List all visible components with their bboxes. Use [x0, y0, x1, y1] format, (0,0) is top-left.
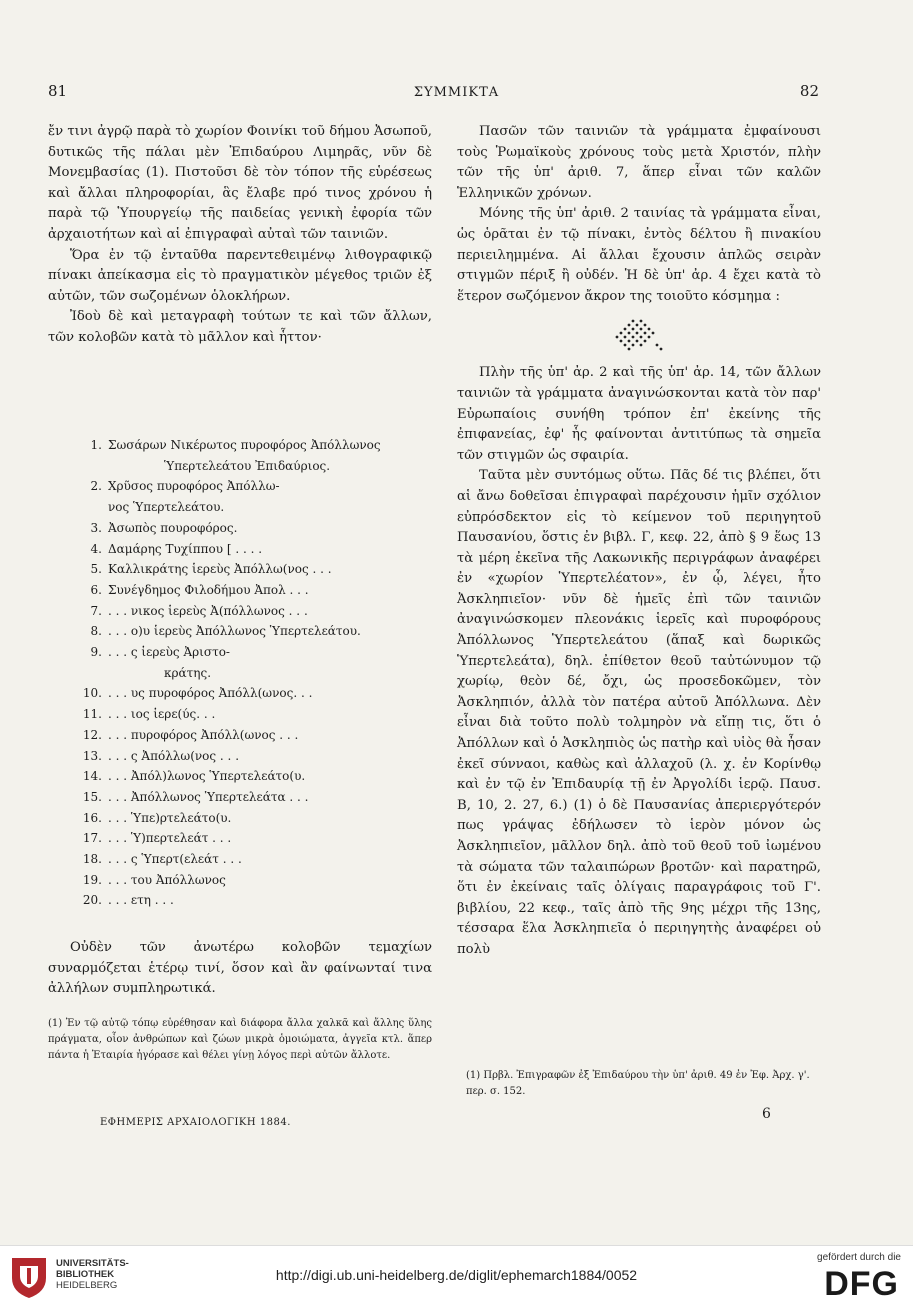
- footnote-right: (1) Πρβλ. Ἐπιγραφῶν ἐξ Ἐπιδαύρου τὴν ὑπ' ἀριθ. 49 ἐν Ἐφ. Ἀρχ. γ'. περ. σ. 152.: [466, 1070, 810, 1097]
- inscription-number: 19.: [82, 872, 102, 887]
- inscription-text: Δαμάρης Τυχίππου [ . . . .: [108, 541, 263, 556]
- inscription-row: [62, 621, 432, 642]
- left-column: [48, 122, 432, 349]
- inscription-row: [62, 746, 432, 767]
- library-line-2: BIBLIOTHEK: [56, 1269, 115, 1280]
- page-number-right: 82: [799, 82, 819, 100]
- inscription-row: [62, 476, 432, 497]
- inscription-text: . . . ς ἱερεὺς Ἀριστο-: [108, 645, 230, 660]
- inscription-number: 4.: [90, 541, 102, 556]
- inscription-text: . . . Ἀπόλλωνος Ὑπερτελεάτα . . .: [108, 789, 309, 804]
- inscription-text: Σωσάρων Νικέρωτος πυροφόρος Ἀπόλλωνος: [108, 438, 381, 452]
- inscription-row: [62, 725, 432, 746]
- inscription-number: 9.: [90, 645, 102, 660]
- inscription-number: 7.: [90, 603, 102, 618]
- inscription-text: νος Ὑπερτελεάτου.: [108, 500, 225, 515]
- inscription-row: [62, 849, 432, 870]
- inscription-text: Ἀσωπὸς πουροφόρος.: [108, 520, 238, 535]
- inscription-number: 2.: [90, 479, 102, 494]
- inscription-row: [62, 870, 432, 891]
- inscription-number: 11.: [82, 707, 102, 722]
- inscription-row: [62, 497, 432, 518]
- inscription-number: 20.: [82, 893, 102, 908]
- journal-footer: ΕΦΗΜΕΡΙΣ ΑΡΧΑΙΟΛΟΓΙΚΗ 1884.: [100, 1117, 291, 1128]
- inscription-row: [62, 559, 432, 580]
- inscription-text: . . . ο)υ ἱερεὺς Ἀπόλλωνος Ὑπερτελεάτου.: [108, 624, 361, 639]
- inscription-text: Ὑπερτελεάτου Ἐπιδαύριος.: [164, 458, 331, 473]
- footnote-left: (1) Ἐν τῷ αὐτῷ τόπῳ εὑρέθησαν καὶ διάφορα ἄλλα χαλκᾶ καὶ ἄλλης ὕλης πράγματα, οἷον ἀνθρώπων καὶ ζώων μικρὰ ὁμοιώματα, ἀγγεῖα κτλ. ἅπερ πάντα ἡ Ἑταιρία ἠγόρασε καὶ θέλει γίνῃ λόγος περὶ αὐτῶν ἄλλοτε.: [48, 1018, 432, 1061]
- inscription-row: [62, 518, 432, 539]
- inscription-row: [62, 704, 432, 725]
- inscription-number: 18.: [82, 852, 102, 867]
- inscription-text: . . . Ἀπόλ)λωνος Ὑπερτελεάτο(υ.: [108, 769, 306, 784]
- right-paragraph-1: Πασῶν τῶν ταινιῶν τὰ γράμματα ἐμφαίνουσι τοὺς Ῥωμαϊκοὺς χρόνους τοὺς μετὰ Χριστόν, πλὴν τῶν τῆς ὑπ' ἀριθ. 7, ἅπερ εἶναι τῶν καλῶν Ἑλληνικῶν χρόνων.: [457, 124, 821, 201]
- running-title: ΣΥΜΜΙΚΤΑ: [413, 85, 500, 100]
- inscription-number: 8.: [90, 624, 102, 639]
- inscription-row: [62, 766, 432, 787]
- right-column: [457, 122, 821, 961]
- right-paragraph-2: Μόνης τῆς ὑπ' ἀριθ. 2 ταινίας τὰ γράμματα εἶναι, ὡς ὁρᾶται ἐν τῷ πίνακι, ἐντὸς δέλτου ἢ πινακίου περιειλημμένα. Αἱ ἄλλαι ἔχουσιν ἁπλῶς σειρὰν στιγμῶν πέριξ ἢ οὐδέν. Ἡ δὲ ὑπ' ἀρ. 4 ἔχει κατὰ τὸ ἕτερον σωζόμενον ἄκρον της τοιοῦτο κόσμημα :: [457, 206, 821, 304]
- inscription-text: Χρῦσος πυροφόρος Ἀπόλλω-: [108, 479, 280, 494]
- inscription-text: . . . ς Ὑπερτ(ελεάτ . . .: [108, 852, 242, 867]
- inscription-text: . . . ιος ἱερε(ύς. . .: [108, 707, 216, 722]
- inscription-text: . . . του Ἀπόλλωνος: [108, 872, 226, 887]
- inscription-list: [62, 435, 432, 911]
- page-number-left: 81: [48, 82, 68, 100]
- inscription-row: [62, 808, 432, 829]
- dfg-logo: DFG: [824, 1265, 899, 1303]
- inscription-text: Καλλικράτης ἱερεὺς Ἀπόλλω(νος . . .: [108, 562, 332, 577]
- inscription-number: 15.: [82, 789, 102, 804]
- left-closing-paragraph: Οὐδὲν τῶν ἀνωτέρω κολοβῶν τεμαχίων συναρμόζεται ἑτέρῳ τινί, ὅσον καὶ ἂν φαίνωνταί τινα ἀλλήλων συμπληρωτικά.: [48, 940, 432, 997]
- inscription-number: 5.: [90, 562, 102, 577]
- inscription-row: [62, 456, 432, 477]
- inscription-number: 14.: [82, 769, 102, 784]
- inscription-text: . . . ετη . . .: [108, 893, 174, 908]
- inscription-row: [62, 787, 432, 808]
- digitization-bar: [0, 1245, 913, 1308]
- source-url-link[interactable]: http://digi.ub.uni-heidelberg.de/diglit/ephemarch1884/0052: [275, 1267, 638, 1283]
- inscription-row: [62, 828, 432, 849]
- inscription-text: . . . ς Ἀπόλλω(νος . . .: [108, 748, 240, 763]
- library-line-3: HEIDELBERG: [56, 1280, 118, 1291]
- inscription-row: [62, 539, 432, 560]
- inscription-number: [62, 663, 108, 684]
- inscription-text: κράτης.: [164, 665, 212, 680]
- left-closing-block: [48, 938, 432, 1000]
- funded-by-label: gefördert durch die: [817, 1252, 901, 1263]
- inscription-row: [62, 642, 432, 663]
- left-paragraph-1: ἔν τινι ἀγρῷ παρὰ τὸ χωρίον Φοινίκι τοῦ δήμου Ἀσωποῦ, δυτικῶς τῆς πάλαι μὲν Ἐπιδαύρου Λιμηρᾶς, νῦν δὲ Μονεμβασίας (1). Πιστοῦσι δὲ τὸν τόπον τῆς εὑρέσεως καὶ ἄλλαι πληροφορίαι, ἃς ἔλαβε πρό τινος χρόνου ἡ παρὰ τῷ Ὑπουργείῳ τῆς παιδείας γενικὴ ἐφορία τῶν ἀρχαιοτήτων καὶ αἱ ἐπιγραφαὶ αὐταὶ τῶν ταινιῶν.: [48, 124, 432, 242]
- signature-mark: 6: [762, 1106, 771, 1122]
- inscription-number: 16.: [82, 810, 102, 825]
- inscription-number: 12.: [82, 727, 102, 742]
- left-paragraph-2: Ὅρα ἐν τῷ ἐνταῦθα παρεντεθειμένῳ λιθογραφικῷ πίνακι ἀπείκασμα εἰς τὸ πραγματικὸν μέγεθος τριῶν ἐξ αὐτῶν, τῶν σωζομένων ὁλοκλήρων.: [48, 247, 432, 304]
- inscription-text: . . . πυροφόρος Ἀπόλλ(ωνος . . .: [108, 727, 299, 742]
- inscription-number: [62, 497, 108, 518]
- inscription-text: . . . νικος ἱερεὺς Ἀ(πόλλωνος . . .: [108, 603, 308, 618]
- inscription-row: [62, 435, 432, 456]
- left-paragraph-3: Ἰδοὺ δὲ καὶ μεταγραφὴ τούτων τε καὶ τῶν ἄλλων, τῶν κολοβῶν κατὰ τὸ μᾶλλον καὶ ἧττον·: [48, 309, 432, 345]
- inscription-row: [62, 683, 432, 704]
- inscription-number: 3.: [90, 520, 102, 535]
- inscription-text: Συνέγδημος Φιλοδήμου Ἀπολ . . .: [108, 582, 309, 597]
- library-line-1: UNIVERSITÄTS-: [56, 1258, 129, 1269]
- inscription-text: . . . Ὑπε)ρτελεάτο(υ.: [108, 810, 232, 825]
- inscription-text: . . . Ὑ)περτελεάτ . . .: [108, 831, 232, 846]
- right-paragraph-4: Ταῦτα μὲν συντόμως οὕτω. Πᾶς δέ τις βλέπει, ὅτι αἱ ἄνω δοθεῖσαι ἐπιγραφαὶ παρέχουσιν ἡμῖν σχόλιον εὐπρόσδεκτον εἰς τὸ κείμενον τοῦ περιηγητοῦ Παυσανίου, ὅστις ἐν βιβλ. Γ, κεφ. 22, ἀπὸ § 9 ἕως 13 τὰ μέρη ἐκεῖνα τῆς Λακωνικῆς περιγράφων ἀναφέρει ἐν «χωρίον Ὑπερτελέατον», ἐν ᾧ, λέγει, ἦτο Ἀσκληπιεῖον· νῦν δὲ ἡμεῖς ἐπὶ τῶν ταινιῶν ἀναγινώσκομεν πλεονάκις ἱερεῖς καὶ πυροφόρους Ἀπόλλωνος Ὑπερτελεάτου (ἅπαξ καὶ δωρικῶς Ὑπερτελεάτα), δηλ. ἐπίθετον θεοῦ ταὐτώνυμον τῷ χωρίῳ, θεὸν δέ, ὄχι, ὡς προσεδοκῶμεν, τὸν Ἀσκληπιόν, ἀλλὰ τὸν πατέρα αὐτοῦ Ἀπόλλωνα. Δὲν εἶναι διὰ τοῦτο πολὺ τολμηρὸν νὰ εἴπῃ τις, ὅτι ὁ Ἀπόλλων καὶ ὁ Ἀσκληπιὸς ὡς πατὴρ καὶ υἱὸς θὰ ἦσαν ἐκεῖ σύνναοι, καθὼς καὶ ἀλλαχοῦ (λ. χ. ἐν Κορίνθῳ καὶ ἐν τῷ ἐν Ἐπιδαυρίᾳ τῇ ἐν Ἀργολίδι ἱερῷ. Παυσ. Β, 10, 2. 27, 6.) (1) ὁ δὲ Παυσανίας ἀπεριεργότερόν πως γράψας ἐδήλωσεν τὸ ἱερὸν μόνον ὡς Ἀσκληπιεῖον, μᾶλλον δηλ. ἀπὸ τοῦ θεοῦ τοῦ ἰωμένου τὰ σώματα τῶν ταλαιπώρων βροτῶν· καὶ παρατηρῶ, ὅτι ἐν ἐκείναις ταῖς ὀλίγαις παραγράφοις τοῦ Γ'. βιβλίου, 22 κεφ., ταῖς ἀπὸ τῆς 9ης μέχρι τῆς 13ης, τέσσαρα ἕλα Ἀσκληπιεῖα ὁ περιηγητὴς ἀναφέρει οὐ πολὺ: [457, 468, 821, 957]
- dotted-ornament-icon: [609, 315, 669, 355]
- inscription-number: 13.: [82, 748, 102, 763]
- right-paragraph-3: Πλὴν τῆς ὑπ' ἀρ. 2 καὶ τῆς ὑπ' ἀρ. 14, τῶν ἄλλων ταινιῶν τὰ γράμματα ἀναγινώσκονται κατὰ τὸν παρ' Εὐρωπαίοις συνήθη τρόπον ἐπ' ἐκείνης τῆς ἐπιφανείας, ἐφ' ἧς φαίνονται ἀντιτύπως τὰ σημεῖα τῶν στιγμῶν ὡς σφαιρία.: [457, 365, 821, 463]
- inscription-number: 6.: [90, 582, 102, 597]
- inscription-number: 17.: [82, 831, 102, 846]
- inscription-number: 10.: [82, 686, 102, 701]
- inscription-number: [62, 456, 108, 477]
- inscription-text: . . . υς πυροφόρος Ἀπόλλ(ωνος. . .: [108, 686, 313, 701]
- inscription-row: [62, 663, 432, 684]
- inscription-row: [62, 890, 432, 911]
- inscription-row: [62, 580, 432, 601]
- inscription-number: 1.: [90, 438, 102, 452]
- inscription-row: [62, 601, 432, 622]
